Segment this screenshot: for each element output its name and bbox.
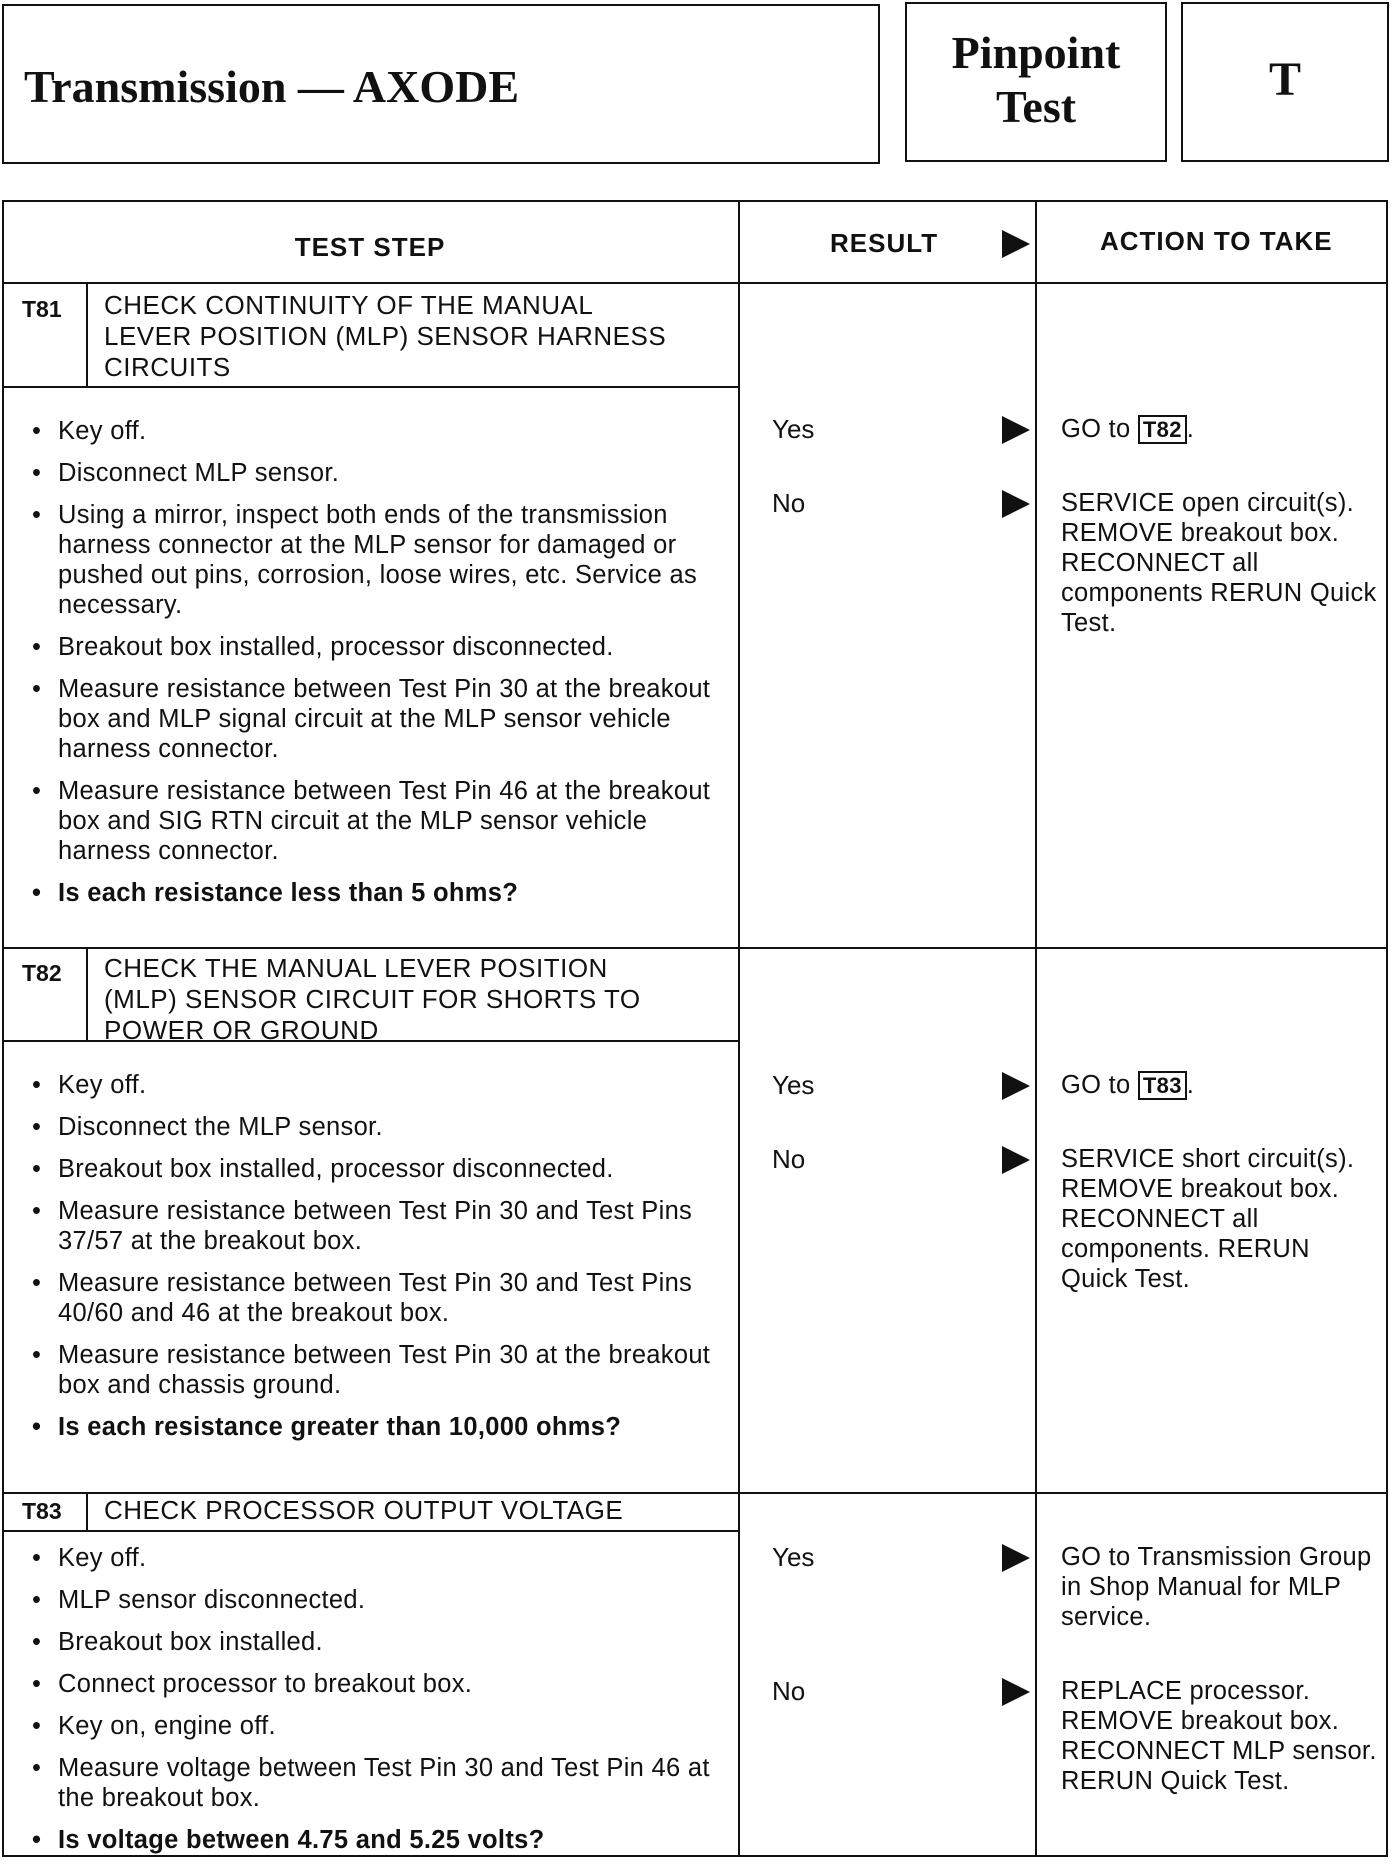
- step-title-line: POWER OR GROUND: [104, 1015, 379, 1045]
- yes-action: [1061, 1070, 1381, 1101]
- row-divider-t83: [2, 1492, 1388, 1494]
- step-instructions: [32, 1543, 722, 1867]
- action-column-divider: [1035, 200, 1037, 1857]
- step-id-divider: [86, 949, 88, 1042]
- col-action: ACTION TO TAKE: [1100, 226, 1333, 256]
- result-arrow-icon: [1002, 230, 1030, 258]
- yes-arrow-icon: [1002, 416, 1030, 444]
- step-id: T83: [22, 1498, 62, 1524]
- step-title-line: CHECK PROCESSOR OUTPUT VOLTAGE: [104, 1495, 624, 1525]
- instruction-item: • Key off.: [32, 1070, 722, 1100]
- step-header-underline: [2, 386, 738, 388]
- step-question: • Is each resistance less than 5 ohms?: [32, 878, 722, 908]
- action-text: GO to: [1061, 1071, 1131, 1099]
- pinpoint-test-box: [905, 2, 1167, 162]
- action-text: GO to: [1061, 415, 1131, 443]
- header-divider: [2, 282, 1388, 284]
- step-instructions: [32, 416, 722, 920]
- step-instructions: [32, 1070, 722, 1454]
- instruction-item: • Measure resistance between Test Pin 30 and Test Pins 40/60 and 46 at the breakout box.: [32, 1268, 722, 1328]
- instruction-item: • Breakout box installed, processor disconnected.: [32, 632, 722, 662]
- result-no: No: [772, 1144, 806, 1174]
- step-question: • Is each resistance greater than 10,000 ohms?: [32, 1412, 722, 1442]
- instruction-item: • Connect processor to breakout box.: [32, 1669, 722, 1699]
- instruction-item: • Breakout box installed, processor disconnected.: [32, 1154, 722, 1184]
- step-title-line: CHECK THE MANUAL LEVER POSITION: [104, 953, 608, 983]
- step-title-line: CIRCUITS: [104, 352, 231, 382]
- result-yes: Yes: [772, 1542, 815, 1572]
- step-id-divider: [86, 284, 88, 388]
- instruction-item: • Disconnect the MLP sensor.: [32, 1112, 722, 1142]
- instruction-item: • Measure resistance between Test Pin 30 at the breakout box and chassis ground.: [32, 1340, 722, 1400]
- instruction-item: • MLP sensor disconnected.: [32, 1585, 722, 1615]
- step-title-line: (MLP) SENSOR CIRCUIT FOR SHORTS TO: [104, 984, 641, 1014]
- table-left-border: [2, 200, 4, 1857]
- instruction-item: • Measure resistance between Test Pin 30 and Test Pins 37/57 at the breakout box.: [32, 1196, 722, 1256]
- result-column-divider: [738, 200, 740, 1857]
- col-test-step: TEST STEP: [294, 232, 446, 262]
- title-box: [2, 4, 880, 164]
- no-action: SERVICE short circuit(s). REMOVE breakout box. RECONNECT all components. RERUN Quick Test.: [1061, 1145, 1355, 1293]
- instruction-item: • Key on, engine off.: [32, 1711, 722, 1741]
- no-arrow-icon: [1002, 1678, 1030, 1706]
- yes-action: [1061, 414, 1381, 445]
- step-id: T81: [22, 296, 62, 322]
- yes-arrow-icon: [1002, 1544, 1030, 1572]
- step-id: T82: [22, 960, 62, 986]
- instruction-item: • Breakout box installed.: [32, 1627, 722, 1657]
- step-id-divider: [86, 1494, 88, 1532]
- pinpoint-label: Pinpoint: [951, 27, 1121, 78]
- step-question: • Is voltage between 4.75 and 5.25 volts?: [32, 1825, 722, 1855]
- step-title-line: LEVER POSITION (MLP) SENSOR HARNESS: [104, 321, 667, 351]
- instruction-item: • Measure voltage between Test Pin 30 and Test Pin 46 at the breakout box.: [32, 1753, 722, 1813]
- instruction-item: • Measure resistance between Test Pin 30 at the breakout box and MLP signal circuit at the MLP sensor vehicle harness connector.: [32, 674, 722, 764]
- step-reference-link[interactable]: T83: [1138, 1071, 1187, 1100]
- instruction-item: • Disconnect MLP sensor.: [32, 458, 722, 488]
- document-title: Transmission — AXODE: [24, 61, 520, 112]
- col-result: RESULT: [830, 228, 939, 258]
- no-arrow-icon: [1002, 490, 1030, 518]
- instruction-item: • Key off.: [32, 416, 722, 446]
- section-letter: T: [1268, 53, 1301, 106]
- result-yes: Yes: [772, 1070, 815, 1100]
- table-right-border: [1386, 200, 1388, 1857]
- instruction-item: • Key off.: [32, 1543, 722, 1573]
- section-box: [1181, 2, 1389, 162]
- instruction-item: • Measure resistance between Test Pin 46 at the breakout box and SIG RTN circuit at the MLP sensor vehicle harness connector.: [32, 776, 722, 866]
- yes-arrow-icon: [1002, 1072, 1030, 1100]
- row-divider-t82: [2, 947, 1388, 949]
- result-yes: Yes: [772, 414, 815, 444]
- step-title: [104, 953, 641, 1046]
- no-arrow-icon: [1002, 1146, 1030, 1174]
- no-action: REPLACE processor. REMOVE breakout box. RECONNECT MLP sensor. RERUN Quick Test.: [1061, 1677, 1377, 1795]
- yes-action: GO to Transmission Group in Shop Manual for MLP service.: [1061, 1543, 1372, 1631]
- table-top-border: [2, 200, 1388, 202]
- result-no: No: [772, 488, 806, 518]
- step-title: [104, 290, 666, 383]
- step-reference-link[interactable]: T82: [1138, 415, 1187, 444]
- test-label: Test: [995, 81, 1077, 132]
- no-action: SERVICE open circuit(s). REMOVE breakout box. RECONNECT all components RERUN Quick Test.: [1061, 489, 1377, 637]
- step-title: [104, 1495, 623, 1526]
- result-no: No: [772, 1676, 806, 1706]
- instruction-item: • Using a mirror, inspect both ends of the transmission harness connector at the MLP sensor for damaged or pushed out pins, corrosion, loose wires, etc. Service as necessary.: [32, 500, 722, 620]
- action-text: .: [1186, 1071, 1195, 1099]
- step-title-line: CHECK CONTINUITY OF THE MANUAL: [104, 290, 594, 320]
- step-header-underline: [2, 1530, 738, 1532]
- action-text: .: [1186, 415, 1195, 443]
